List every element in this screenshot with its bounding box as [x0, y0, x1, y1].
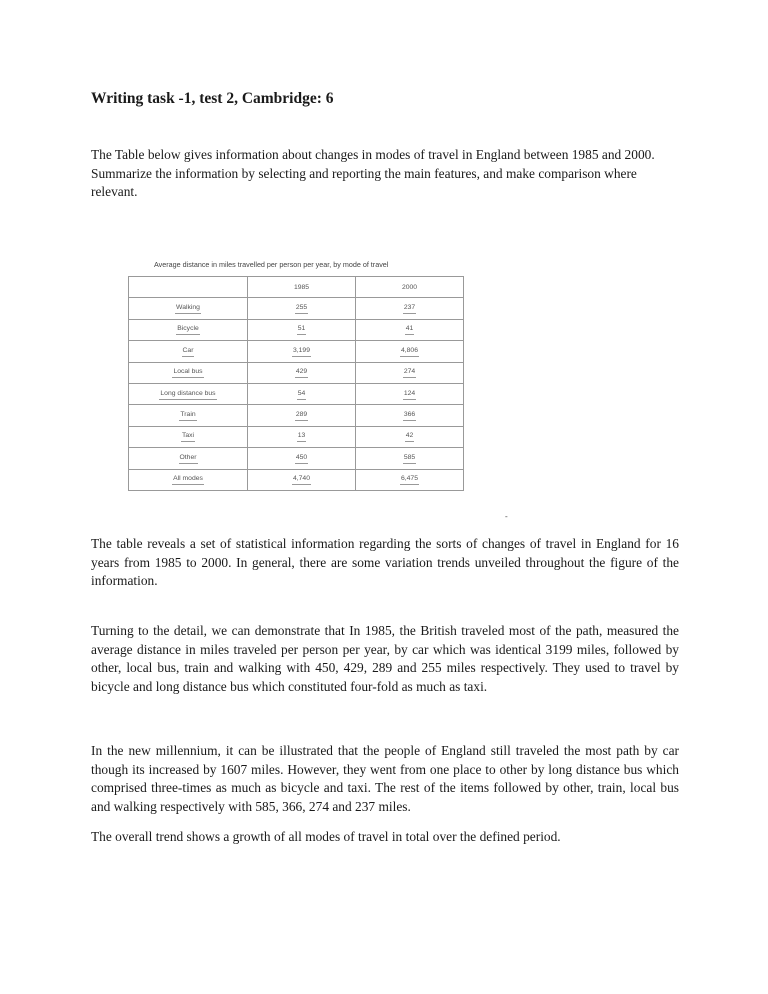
row-label-cell	[129, 298, 248, 319]
value-1985-cell	[248, 426, 356, 447]
table-row	[129, 383, 464, 404]
row-label: Long distance bus	[159, 389, 216, 400]
value-2000: 42	[405, 431, 415, 442]
row-label-cell	[129, 426, 248, 447]
row-label: Taxi	[181, 431, 195, 442]
table-row	[129, 448, 464, 469]
value-2000-cell	[356, 448, 464, 469]
value-1985: 429	[295, 367, 308, 378]
table-row	[129, 405, 464, 426]
table-row	[129, 362, 464, 383]
value-1985: 51	[297, 324, 307, 335]
task-prompt: The Table below gives information about changes in modes of travel in England between 1985 and 2000. Summarize the information by selecting and reporting the main features, and make comparison where relevant.	[91, 147, 655, 200]
table-row	[129, 341, 464, 362]
column-header-1985: 1985	[248, 277, 356, 298]
value-1985-cell	[248, 383, 356, 404]
row-label-cell	[129, 319, 248, 340]
value-2000: 366	[403, 410, 416, 421]
value-1985: 4,740	[292, 474, 311, 485]
paragraph-1985-detail: Turning to the detail, we can demonstrate that In 1985, the British traveled most of the path, measured the average distance in miles traveled per person per year, by car which was identical 3199 miles, followed by other, local bus, train and walking with 450, 429, 289 and 255 miles respectively. They used to travel by bicycle and long distance bus which constituted four-fold as much as taxi.	[91, 623, 679, 694]
row-label: Walking	[175, 303, 201, 314]
row-label-cell	[129, 341, 248, 362]
table-header-blank	[129, 277, 248, 298]
row-label-cell	[129, 448, 248, 469]
value-1985: 3,199	[292, 346, 311, 357]
value-1985-cell	[248, 341, 356, 362]
column-header-2000: 2000	[356, 277, 464, 298]
value-1985-cell	[248, 298, 356, 319]
value-2000-cell	[356, 319, 464, 340]
value-1985: 255	[295, 303, 308, 314]
value-1985: 54	[297, 389, 307, 400]
value-2000-cell	[356, 469, 464, 490]
value-2000: 274	[403, 367, 416, 378]
paragraph-overview: The table reveals a set of statistical information regarding the sorts of changes of travel in England for 16 years from 1985 to 2000. In general, there are some variation trends unveiled throughout the figure of the information.	[91, 536, 679, 589]
row-label: Local bus	[172, 367, 203, 378]
value-1985: 13	[297, 431, 307, 442]
travel-table-figure	[128, 256, 468, 492]
row-label: All modes	[172, 474, 204, 485]
value-2000: 4,806	[400, 346, 419, 357]
value-2000-cell	[356, 362, 464, 383]
row-label-cell	[129, 362, 248, 383]
value-2000: 585	[403, 453, 416, 464]
value-1985: 450	[295, 453, 308, 464]
value-2000-cell	[356, 298, 464, 319]
row-label: Other	[179, 453, 198, 464]
value-2000: 6,475	[400, 474, 419, 485]
value-1985-cell	[248, 469, 356, 490]
travel-mode-table	[128, 276, 464, 491]
table-caption: Average distance in miles travelled per person per year, by mode of travel	[154, 260, 389, 269]
paragraph-2000-detail: In the new millennium, it can be illustrated that the people of England still traveled the most path by car though its increased by 1607 miles. However, they went from one place to other by long distance bus which comprised three-times as much as bicycle and taxi. The rest of the items followed by other, train, local bus and walking respectively with 585, 366, 274 and 237 miles.	[91, 743, 679, 814]
value-1985-cell	[248, 405, 356, 426]
value-1985-cell	[248, 362, 356, 383]
row-label: Bicycle	[176, 324, 200, 335]
value-2000-cell	[356, 426, 464, 447]
stray-mark: -	[505, 512, 508, 521]
table-row	[129, 298, 464, 319]
row-label-cell	[129, 469, 248, 490]
value-1985-cell	[248, 448, 356, 469]
table-row	[129, 426, 464, 447]
paragraph-conclusion: The overall trend shows a growth of all modes of travel in total over the defined period.	[91, 829, 561, 844]
row-label: Train	[179, 410, 196, 421]
value-2000-cell	[356, 383, 464, 404]
table-body	[129, 298, 464, 491]
value-1985-cell	[248, 319, 356, 340]
row-label-cell	[129, 405, 248, 426]
value-1985: 289	[295, 410, 308, 421]
value-2000: 41	[405, 324, 415, 335]
table-header-row	[129, 277, 464, 298]
table-row	[129, 319, 464, 340]
document-title: Writing task -1, test 2, Cambridge: 6	[91, 90, 334, 107]
table-row	[129, 469, 464, 490]
row-label: Car	[182, 346, 195, 357]
value-2000-cell	[356, 341, 464, 362]
value-2000: 237	[403, 303, 416, 314]
value-2000: 124	[403, 389, 416, 400]
value-2000-cell	[356, 405, 464, 426]
row-label-cell	[129, 383, 248, 404]
